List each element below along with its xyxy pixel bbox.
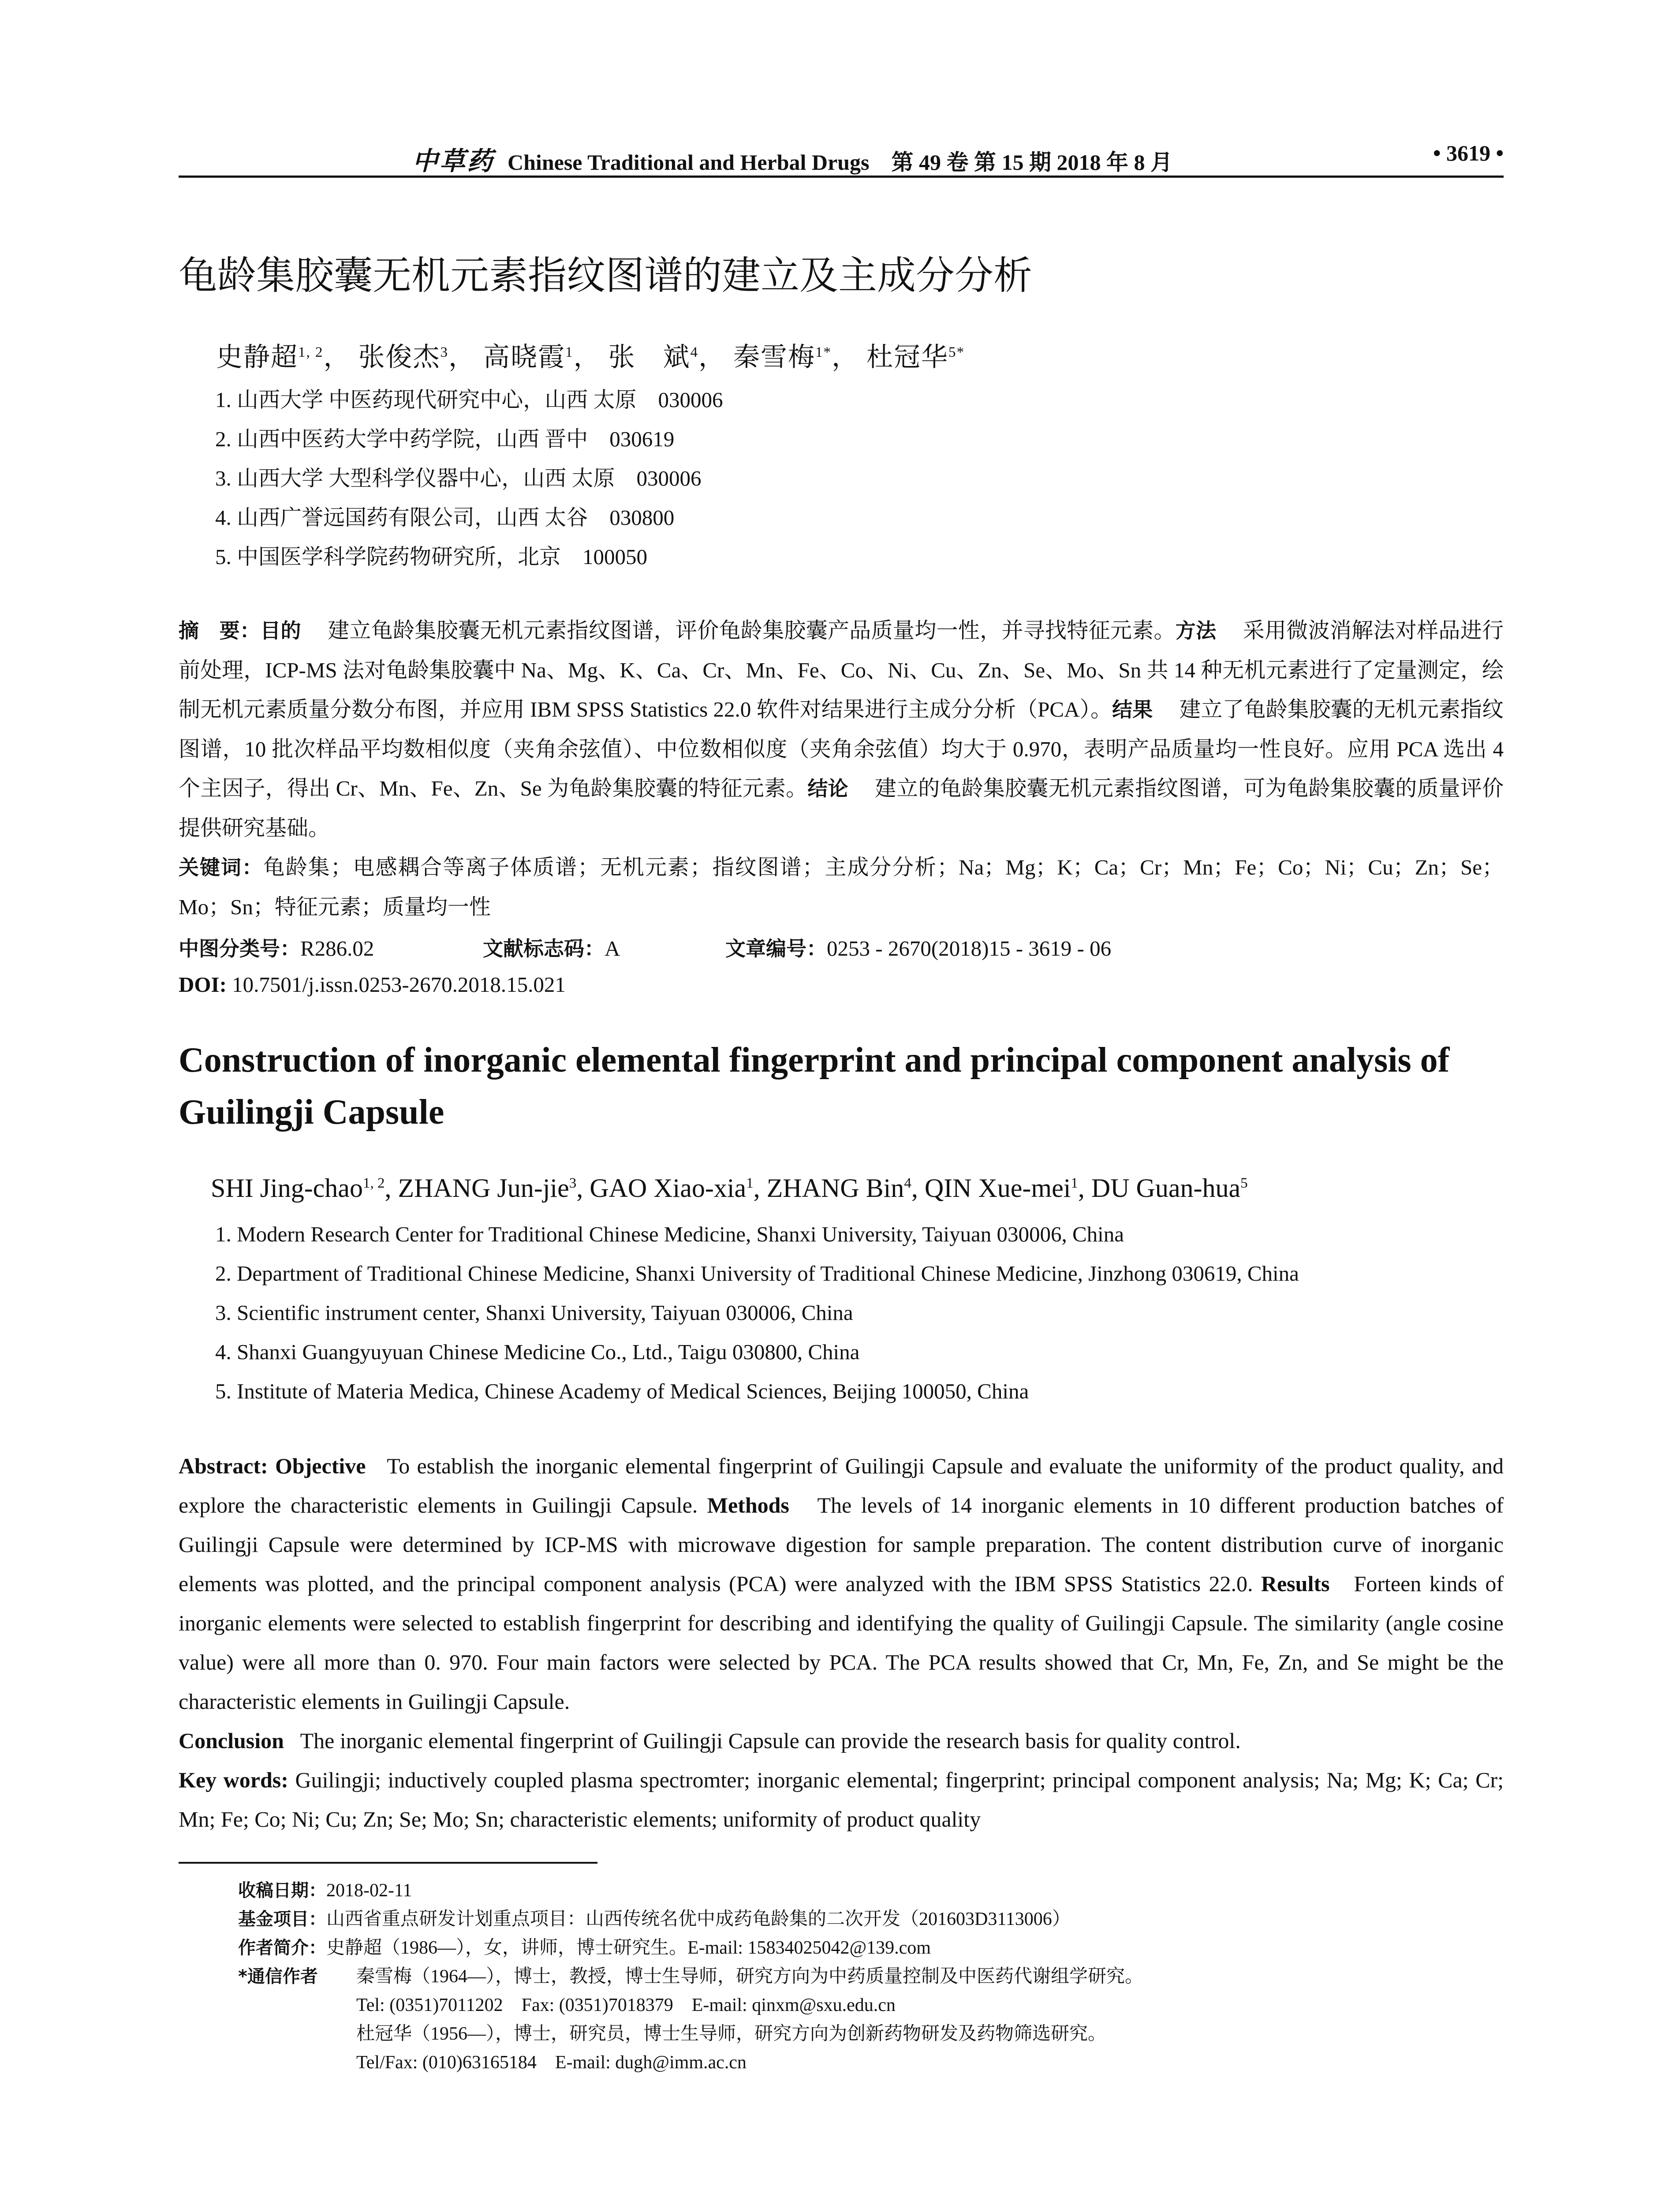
corresponding-2: 杜冠华（1956—），博士，研究员，博士生导师，研究方向为创新药物研发及药物筛选研究。 <box>356 2024 1107 2044</box>
clc-label: 中图分类号： <box>179 937 300 960</box>
fund-label: 基金项目： <box>238 1909 326 1929</box>
author-bio-label: 作者简介： <box>238 1938 326 1958</box>
footnotes <box>238 1876 1143 2077</box>
doc-code-label: 文献标志码： <box>483 937 605 960</box>
objective-label: 目的 <box>260 619 301 643</box>
conclusion-label-en: Conclusion <box>179 1728 284 1753</box>
affiliation-en: 5. Institute of Materia Medica, Chinese Academy of Medical Sciences, Beijing 100050, China <box>215 1379 1029 1403</box>
author-cn: 张 斌 <box>608 343 691 372</box>
author-cn: 秦雪梅 <box>733 343 815 372</box>
conclusion-text: 建立的龟龄集胶囊无机元素指纹图谱，可为龟龄集胶囊的质量评价提供研究基础。 <box>179 776 1504 840</box>
author-en: SHI Jing-chao <box>211 1174 363 1203</box>
running-header <box>179 140 1504 176</box>
author-sup: 5 <box>1240 1175 1248 1191</box>
footnote-author <box>238 1934 1143 1962</box>
conclusion-label: 结论 <box>807 777 848 800</box>
footnote-fund <box>238 1905 1143 1934</box>
author-sup: 1 <box>565 344 574 360</box>
author-sup: 1 <box>1071 1175 1078 1191</box>
affiliation-en: 4. Shanxi Guangyuyuan Chinese Medicine Co., Ltd., Taigu 030800, China <box>215 1340 860 1364</box>
doi-line <box>179 972 566 997</box>
article-no-item <box>725 933 1111 962</box>
objective-text: 建立龟龄集胶囊无机元素指纹图谱，评价龟龄集胶囊产品质量均一性，并寻找特征元素。 <box>327 618 1176 643</box>
author-cn: 杜冠华 <box>866 343 948 372</box>
journal-info <box>412 140 1172 177</box>
methods-label: 方法 <box>1175 619 1217 643</box>
article-no-value: 0253 - 2670(2018)15 - 3619 - 06 <box>827 936 1112 960</box>
author-sup: 1, 2 <box>362 1175 385 1191</box>
results-text: 建立了龟龄集胶囊的无机元素指纹图谱，10 批次样品平均数相似度（夹角余弦值）、中位数相似度（夹角余弦值）均大于 0.970，表明产品质量均一性良好。应用 PCA 选出 4 个主因子，得出 Cr、Mn、Fe、Zn、Se 为龟龄集胶囊的特征元素。 <box>179 697 1504 800</box>
affiliation-cn: 4. 山西广誉远国药有限公司，山西 太谷 030800 <box>215 505 675 530</box>
author-sup: 1* <box>815 344 832 360</box>
author-en: ZHANG Bin <box>766 1174 904 1203</box>
objective-label-en: Objective <box>275 1454 366 1478</box>
authors-en: SHI Jing-chao$^{1, 2}$, ZHANG Jun-jie$^3$, GAO Xiao-xia$^1$, ZHANG Bin$^4$, QIN Xue-mei$^1$, DU Guan-hua$^5$ <box>211 1174 1248 1203</box>
results-label: 结果 <box>1112 698 1153 721</box>
title-en: Construction of inorganic elemental fingerprint and principal component analysis of Guilingji Capsule <box>179 1041 1450 1132</box>
footnote-received <box>238 1876 1143 1905</box>
abstract-label-en: Abstract: <box>179 1454 268 1478</box>
conclusion-text-en: The inorganic elemental fingerprint of Guilingji Capsule can provide the research basis for quality control. <box>300 1728 1241 1753</box>
author-cn: 高晓霞 <box>483 343 565 372</box>
author-sup: 4 <box>904 1175 911 1191</box>
doc-code-item <box>483 933 725 962</box>
author-en: GAO Xiao-xia <box>590 1174 747 1203</box>
journal-logo: 中草药 <box>412 147 495 176</box>
classification-line <box>179 933 1111 962</box>
abstract-en <box>179 1446 1504 1839</box>
affiliation-en: 1. Modern Research Center for Traditional Chinese Medicine, Shanxi University, Taiyuan 030006, China <box>215 1222 1124 1246</box>
abstract-cn <box>179 611 1504 927</box>
article-no-label: 文章编号： <box>725 937 827 960</box>
doi-label: DOI: <box>179 972 227 997</box>
author-en: QIN Xue-mei <box>924 1174 1071 1203</box>
author-cn: 史静超 <box>216 343 298 372</box>
author-en: ZHANG Jun-jie <box>398 1174 569 1203</box>
author-sup: 4 <box>690 344 698 360</box>
affiliation-en: 3. Scientific instrument center, Shanxi University, Taiyuan 030006, China <box>215 1301 853 1325</box>
affiliation-en: 2. Department of Traditional Chinese Medicine, Shanxi University of Traditional Chinese Medicine, Jinzhong 030619, China <box>215 1261 1299 1286</box>
journal-line: Chinese Traditional and Herbal Drugs 第 49 卷 第 15 期 2018 年 8 月 <box>508 150 1172 175</box>
page-number: • 3619 • <box>1433 141 1504 165</box>
methods-text: 采用微波消解法对样品进行前处理，ICP-MS 法对龟龄集胶囊中 Na、Mg、K、Ca、Cr、Mn、Fe、Co、Ni、Cu、Zn、Se、Mo、Sn 共 14 种无机元素进行了定量测定，绘制无机元素质量分数分布图，并应用 IBM SPSS Statistics 22.0 软件对结果进行主成分分析（PCA）。 <box>179 618 1504 721</box>
header-rule <box>179 176 1504 178</box>
results-text-en: Forteen kinds of inorganic elements were selected to establish fingerprint for describing and identifying the quality of Guilingji Capsule. The similarity (angle cosine value) were all more than 0. 970. Four main factors were selected by PCA. The PCA results showed that Cr, Mn, Fe, Zn, and Se might be the characteristic elements in Guilingji Capsule. <box>179 1571 1504 1714</box>
fund-text: 山西省重点研发计划重点项目：山西传统名优中成药龟龄集的二次开发（201603D3113006） <box>326 1909 1071 1929</box>
results-label-en: Results <box>1261 1571 1330 1596</box>
objective-text-en: To establish the inorganic elemental fingerprint of Guilingji Capsule and evaluate the uniformity of the product quality, and explore the characteristic elements in Guilingji Capsule. <box>179 1454 1504 1517</box>
author-sup: 1, 2 <box>298 344 324 360</box>
keywords-label: 关键词： <box>179 856 263 879</box>
footnote-corresponding <box>238 1962 1143 1991</box>
corresponding-label: *通信作者 <box>238 1966 318 1987</box>
keywords-text: 龟龄集；电感耦合等离子体质谱；无机元素；指纹图谱；主成分分析；Na；Mg；K；Ca；Cr；Mn；Fe；Co；Ni；Cu；Zn；Se；Mo；Sn；特征元素；质量均一性 <box>179 855 1504 919</box>
title-cn: 龟龄集胶囊无机元素指纹图谱的建立及主成分分析 <box>179 253 1033 298</box>
abstract-label: 摘 要： <box>179 619 261 643</box>
authors-cn: 史静超$^{1, 2}$， 张俊杰$^3$， 高晓霞$^1$， 张 斌$^4$， 秦雪梅$^{1*}$， 杜冠华$^{5*}$ <box>216 343 965 372</box>
corresponding-1: 秦雪梅（1964—），博士，教授，博士生导师，研究方向为中药质量控制及中医药代谢组学研究。 <box>356 1966 1144 1987</box>
methods-label-en: Methods <box>707 1493 789 1517</box>
corresponding-1-contact: Tel: (0351)7011202 Fax: (0351)7018379 E-mail: qinxm@sxu.edu.cn <box>356 1995 896 2015</box>
methods-text-en: The levels of 14 inorganic elements in 10 different production batches of Guilingji Capsule were determined by ICP-MS with microwave digestion for sample preparation. The content distribution curve of inorganic elements was plotted, and the principal component analysis (PCA) were analyzed with the IBM SPSS Statistics 22.0. <box>179 1493 1504 1596</box>
author-sup: 3 <box>569 1175 577 1191</box>
corresponding-2-contact: Tel/Fax: (010)63165184 E-mail: dugh@imm.ac.cn <box>356 2052 747 2073</box>
received-label: 收稿日期： <box>238 1880 326 1901</box>
clc-item <box>179 933 483 962</box>
affiliation-cn: 3. 山西大学 大型科学仪器中心，山西 太原 030006 <box>215 466 702 490</box>
received-date: 2018-02-11 <box>326 1880 412 1901</box>
footnote-rule <box>179 1862 597 1864</box>
clc-value: R286.02 <box>300 936 374 960</box>
author-sup: 5* <box>948 344 965 360</box>
keywords-text-en: Guilingji; inductively coupled plasma spectromter; inorganic elemental; fingerprint; principal component analysis; Na; Mg; K; Ca; Cr; Mn; Fe; Co; Ni; Cu; Zn; Se; Mo; Sn; characteristic elements; uniformity of product quality <box>179 1768 1504 1831</box>
author-cn: 张俊杰 <box>358 343 441 372</box>
affiliation-cn: 5. 中国医学科学院药物研究所，北京 100050 <box>215 545 648 569</box>
author-sup: 3 <box>440 344 448 360</box>
author-en: DU Guan-hua <box>1091 1174 1241 1203</box>
doi-link[interactable]: 10.7501/j.issn.0253-2670.2018.15.021 <box>232 972 566 997</box>
affiliation-cn: 2. 山西中医药大学中药学院，山西 晋中 030619 <box>215 427 675 451</box>
author-bio-text: 史静超（1986—），女，讲师，博士研究生。E-mail: 15834025042@139.com <box>326 1938 931 1958</box>
author-sup: 1 <box>746 1175 754 1191</box>
keywords-label-en: Key words: <box>179 1768 288 1792</box>
doc-code-value: A <box>605 936 620 960</box>
affiliation-cn: 1. 山西大学 中医药现代研究中心，山西 太原 030006 <box>215 388 723 412</box>
